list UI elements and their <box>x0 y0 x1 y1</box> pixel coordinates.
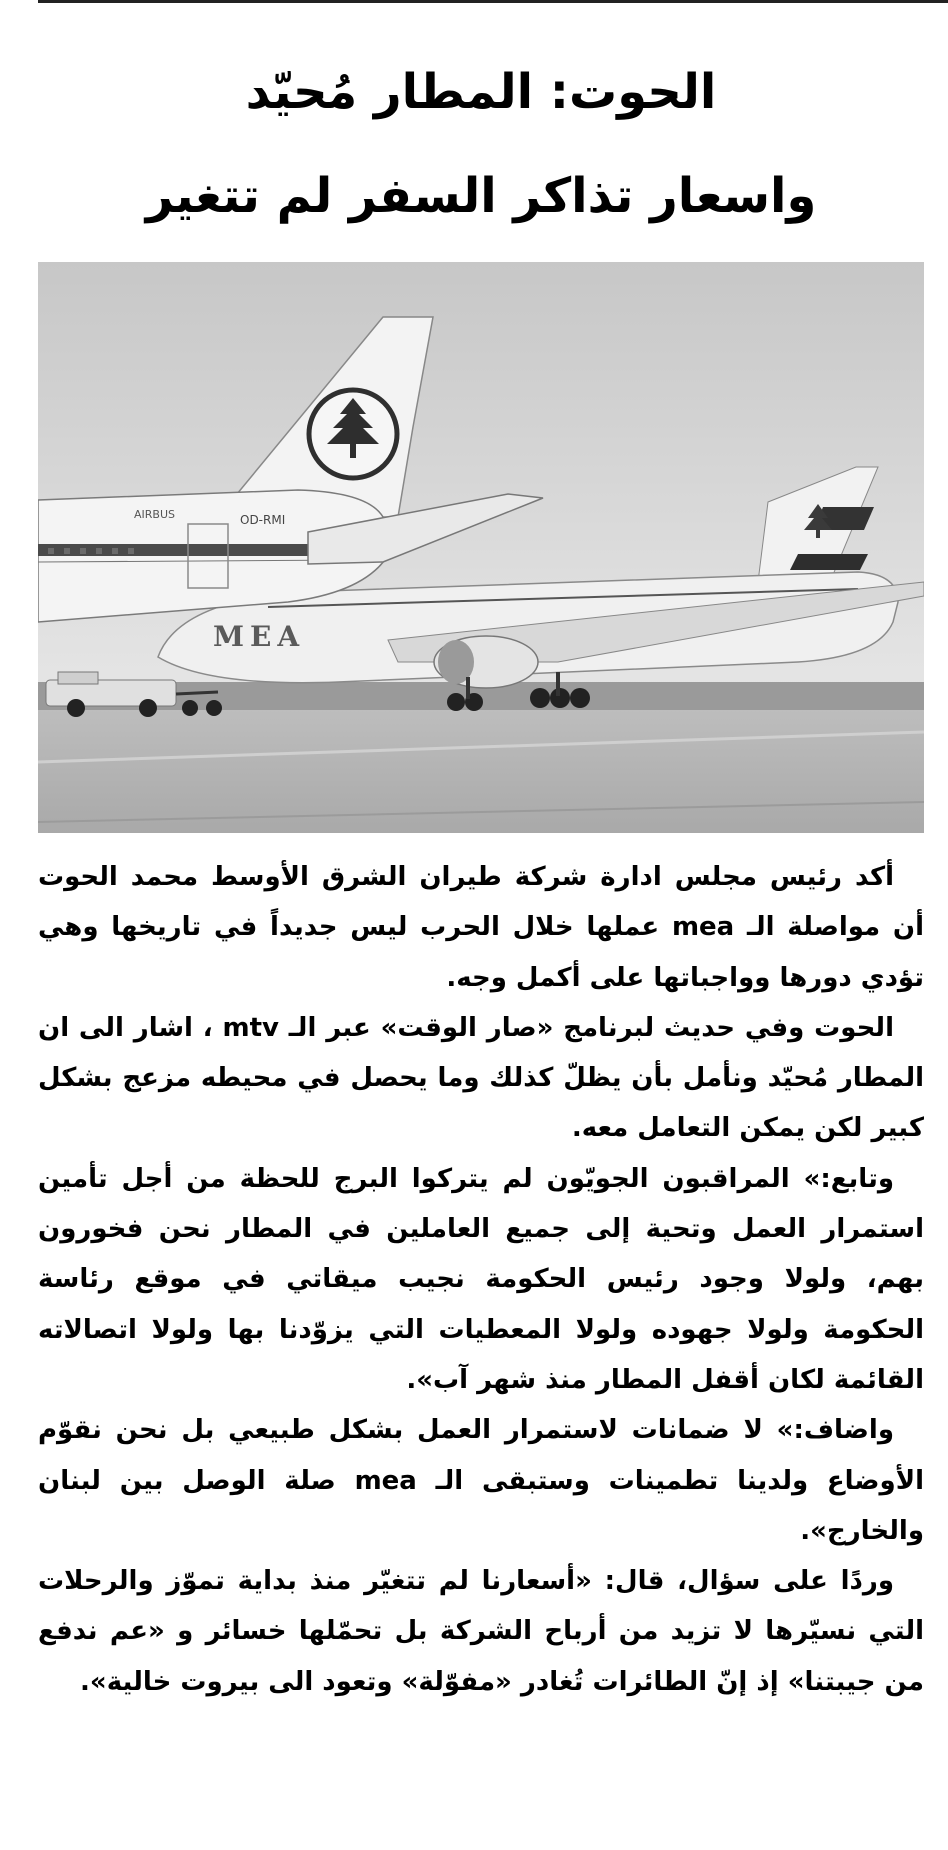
paragraph: وردًا على سؤال، قال: «أسعارنا لم تتغيّر منذ بداية تموّز والرحلات التي نسيّرها لا تزيد من أرباح الشركة بل تحمّلها خسائر و «عم ندفع من جيبتنا» إذ إنّ الطائرات تُغادر «مفوّلة» وتعود الى بيروت خالية». <box>38 1566 924 1697</box>
svg-text:AIRBUS: AIRBUS <box>134 508 175 521</box>
svg-text:OD-RMI: OD-RMI <box>240 513 286 527</box>
svg-text:MEA: MEA <box>213 620 306 653</box>
paragraph: أكد رئيس مجلس ادارة شركة طيران الشرق الأوسط محمد الحوت أن مواصلة الـ mea عملها خلال الحرب ليس جديداً في تاريخها وهي تؤدي دورها وواجباتها على أكمل وجه. <box>38 862 924 993</box>
headline-line-1: الحوت: المطار مُحيّد <box>245 64 717 120</box>
paragraph: الحوت وفي حديث لبرنامج «صار الوقت» عبر الـ mtv ، اشار الى ان المطار مُحيّد ونأمل بأن يظلّ كذلك وما يحصل في محيطه مزعج بشكل كبير لكن يمكن التعامل معه. <box>38 1012 924 1144</box>
article-photo <box>38 262 924 833</box>
article-body <box>38 852 924 1707</box>
paragraph: وتابع:» المراقبون الجويّون لم يتركوا البرج للحظة من أجل تأمين استمرار العمل وتحية إلى جميع العاملين في المطار نحن فخورون بهم، ولولا وجود رئيس الحكومة نجيب ميقاتي في موقع رئاسة الحكومة ولولا جهوده ولولا المعطيات التي يزوّدنا بها ولولا اتصالاته القائمة لكان أقفل المطار منذ شهر آب». <box>38 1163 924 1395</box>
headline-line-2: واسعار تذاكر السفر لم تتغير <box>145 168 817 224</box>
top-rule <box>38 0 948 3</box>
headline <box>38 40 924 248</box>
paragraph: واضاف:» لا ضمانات لاستمرار العمل بشكل طبيعي بل نحن نقوّم الأوضاع ولدينا تطمينات وستبقى الـ mea صلة الوصل بين لبنان والخارج». <box>38 1415 924 1546</box>
